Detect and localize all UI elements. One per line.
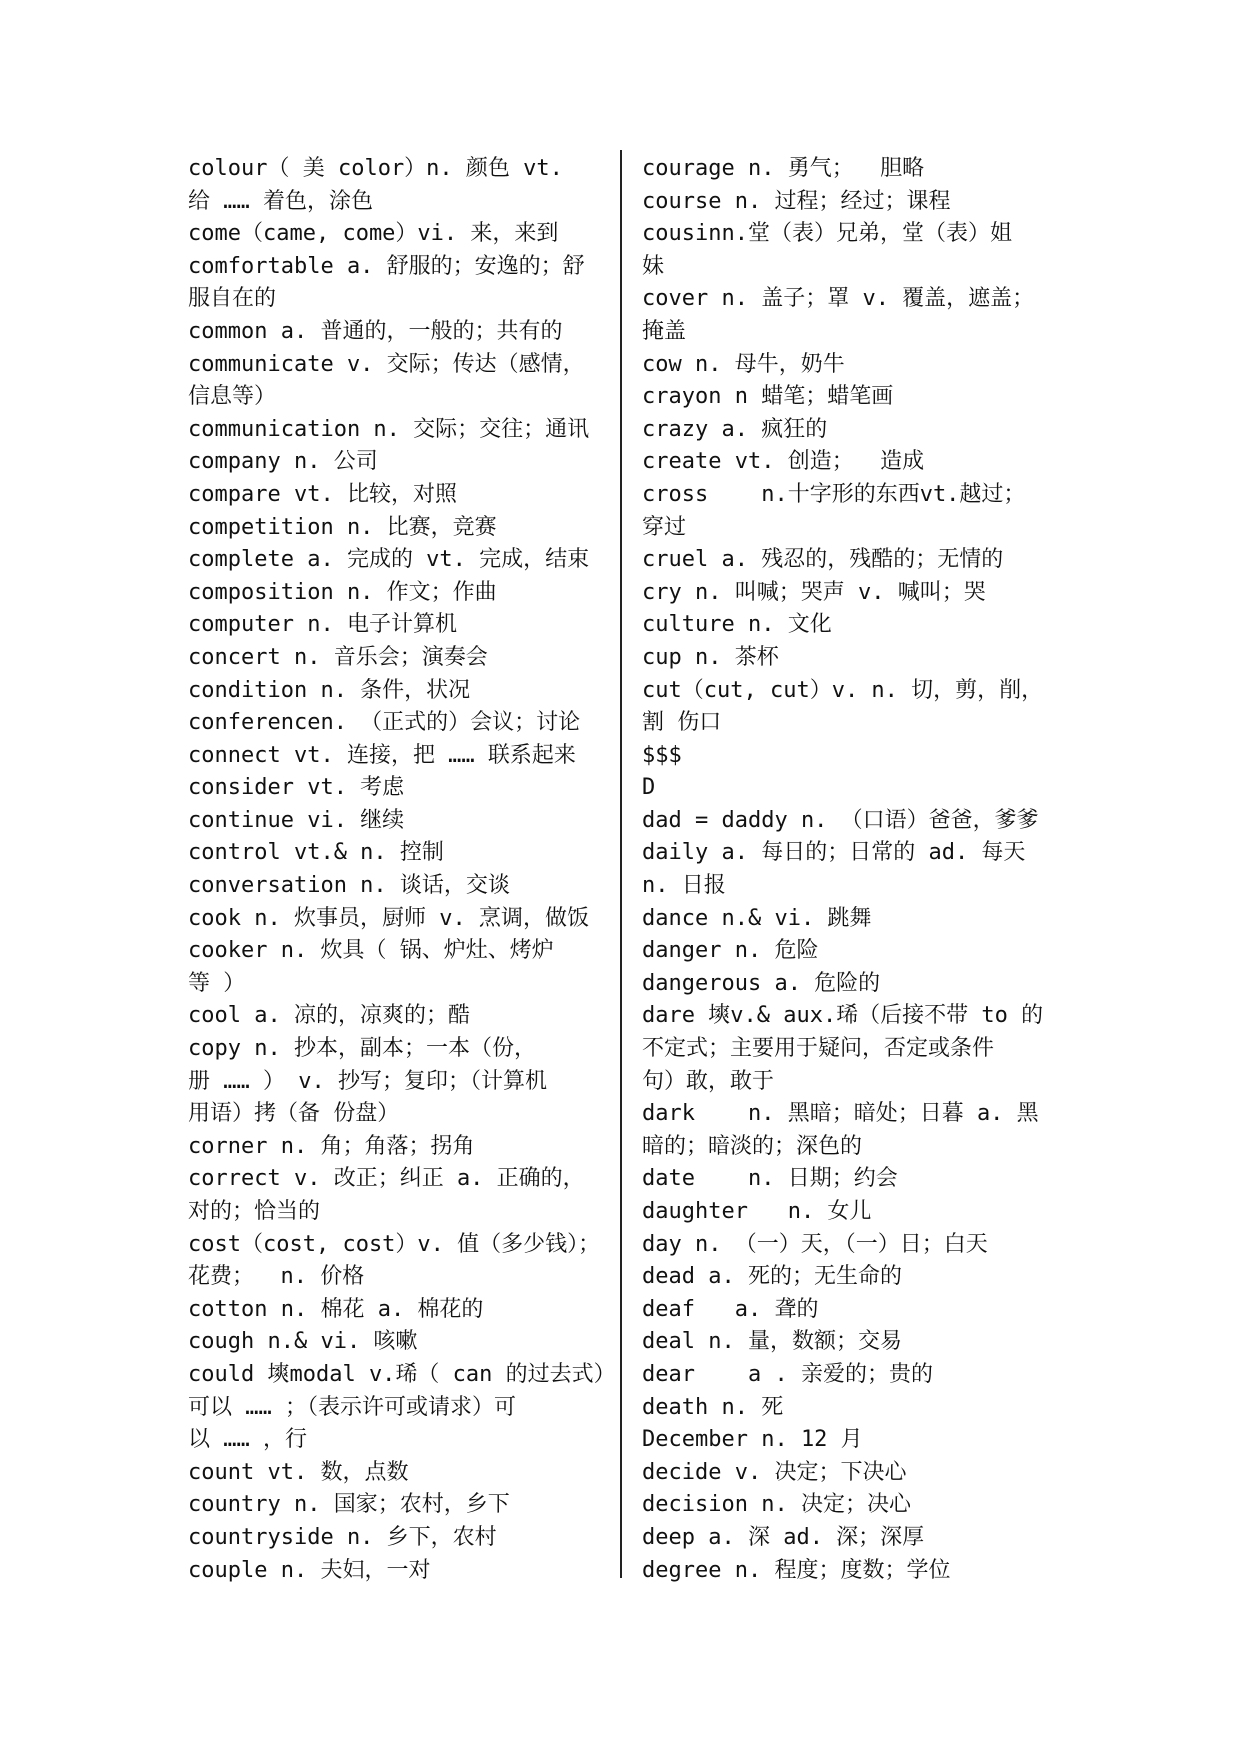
vocab-entry-line: composition n. 作文；作曲 [188, 579, 497, 605]
vocab-entry [642, 218, 1062, 283]
vocab-entry-line: crazy a. 疯狂的 [642, 416, 828, 442]
vocab-entry-line: cover n. 盖子；罩 v. 覆盖，遮盖； [642, 286, 1035, 312]
vocab-entry-line: cup n. 茶杯 [642, 644, 779, 670]
vocab-entry-line: decide v. 决定；下决心 [642, 1459, 907, 1485]
vocab-entry [642, 1392, 1062, 1425]
vocab-entry-line: 以 …… ，行 [188, 1427, 307, 1453]
vocab-entry-line: cut（cut, cut）v. n. 切，剪，削， [642, 677, 1044, 703]
vocab-entry [642, 479, 1062, 544]
vocab-entry-line: create vt. 创造； 造成 [642, 449, 925, 475]
vocab-entry-line: dance n.& vi. 跳舞 [642, 905, 872, 931]
vocab-entry-line: 花费； n. 价格 [188, 1264, 365, 1290]
vocab-entry [642, 544, 1062, 577]
left-column [188, 153, 616, 1587]
vocab-entry [188, 675, 608, 708]
vocab-entry [642, 1261, 1062, 1294]
vocab-entry [642, 186, 1062, 219]
vocab-entry [188, 251, 608, 316]
vocab-entry-line: 暗的；暗淡的；深色的 [642, 1133, 863, 1159]
vocab-entry-line: 割 伤口 [642, 710, 722, 736]
vocab-entry-line: cook n. 炊事员，厨师 v. 烹调，做饭 [188, 905, 589, 931]
vocab-entry-line: culture n. 文化 [642, 612, 832, 638]
vocab-entry-line: course n. 过程；经过；课程 [642, 188, 951, 214]
vocab-entry-line: comfortable a. 舒服的；安逸的；舒 [188, 253, 585, 279]
vocab-entry-line: date n. 日期；约会 [642, 1166, 898, 1192]
vocab-entry [642, 1457, 1062, 1490]
vocab-entry-line: country n. 国家；农村，乡下 [188, 1492, 510, 1518]
vocab-entry-line: day n. （一）天，（一）日；白天 [642, 1231, 988, 1257]
vocab-entry [642, 414, 1062, 447]
vocab-entry-line: cooker n. 炊具（ 锅、炉灶、烤炉 [188, 938, 554, 964]
vocab-entry [642, 1522, 1062, 1555]
vocab-entry-line: 掩盖 [642, 318, 687, 344]
vocab-entry-line: couple n. 夫妇，一对 [188, 1557, 431, 1583]
column-divider [620, 150, 622, 1578]
vocab-entry [642, 903, 1062, 936]
vocab-entry-line: 不定式；主要用于疑问，否定或条件 [642, 1036, 995, 1062]
vocab-entry-line: 服自在的 [188, 286, 277, 312]
vocab-entry-line: cousinn.堂（表）兄弟，堂（表）姐 [642, 221, 1012, 247]
vocab-entry [642, 1424, 1062, 1457]
vocab-entry-line: 穿过 [642, 514, 687, 540]
vocab-entry [642, 381, 1062, 414]
vocab-entry [642, 446, 1062, 479]
vocab-entry [188, 1000, 608, 1033]
vocab-entry-line: cool a. 凉的，凉爽的；酷 [188, 1003, 470, 1029]
vocab-entry [188, 1489, 608, 1522]
vocab-entry-line: cost（cost, cost）v. 值（多少钱）； [188, 1231, 601, 1257]
vocab-entry-line: December n. 12 月 [642, 1427, 863, 1453]
vocab-entry [188, 1359, 616, 1457]
vocab-entry [642, 968, 1062, 1001]
vocab-entry-line: 信息等） [188, 384, 277, 410]
vocab-entry [188, 1555, 608, 1588]
vocab-entry-line: courage n. 勇气； 胆略 [642, 156, 925, 181]
vocab-entry-line: 对的；恰当的 [188, 1199, 321, 1224]
vocab-entry [642, 805, 1062, 838]
vocab-entry [188, 1294, 608, 1327]
vocab-entry-line: company n. 公司 [188, 449, 378, 475]
vocab-entry-line: degree n. 程度；度数；学位 [642, 1557, 951, 1583]
vocab-entry-line: compare vt. 比较，对照 [188, 481, 457, 507]
vocab-entry-line: complete a. 完成的 vt. 完成，结束 [188, 547, 590, 573]
vocab-entry-line: 册 …… ） v. 抄写；复印；（计算机 [188, 1068, 547, 1094]
vocab-entry-line: connect vt. 连接，把 …… 联系起来 [188, 742, 576, 768]
vocab-entry [642, 1359, 1062, 1392]
vocab-entry-line: could 塽modal v.琋（ can 的过去式） [188, 1361, 616, 1387]
vocab-entry [642, 1489, 1062, 1522]
vocab-entry [188, 153, 608, 218]
vocab-entry-line: danger n. 危险 [642, 938, 819, 964]
vocab-entry [188, 740, 608, 773]
vocab-entry [188, 1163, 608, 1228]
vocab-entry [188, 903, 608, 936]
vocab-entry-line: copy n. 抄本，副本；一本（份， [188, 1036, 536, 1062]
vocab-entry-line: cry n. 叫喊；哭声 v. 喊叫；哭 [642, 579, 986, 605]
vocab-entry [642, 1000, 1062, 1098]
vocab-entry [642, 772, 1062, 805]
right-column [642, 153, 1062, 1587]
vocab-entry-line: 用语）拷（备 份盘） [188, 1101, 400, 1127]
vocab-entry [188, 577, 608, 610]
vocab-entry [188, 609, 608, 642]
vocab-entry [188, 870, 608, 903]
vocab-entry [188, 544, 608, 577]
vocab-entry-line: countryside n. 乡下，农村 [188, 1524, 497, 1550]
vocab-entry [188, 512, 608, 545]
vocab-entry [642, 740, 1062, 773]
vocab-entry [188, 446, 608, 479]
vocab-entry [188, 707, 608, 740]
vocab-entry [642, 609, 1062, 642]
vocab-entry [642, 283, 1062, 348]
vocab-entry [642, 577, 1062, 610]
vocab-entry [188, 1131, 608, 1164]
vocab-entry [188, 935, 608, 1000]
vocab-entry [642, 1098, 1062, 1163]
vocab-entry [642, 349, 1062, 382]
vocab-entry-line: continue vi. 继续 [188, 807, 405, 833]
vocab-entry-line: concert n. 音乐会；演奏会 [188, 644, 488, 670]
vocab-entry-line: 给 …… 着色，涂色 [188, 188, 373, 214]
vocab-entry-line: condition n. 条件，状况 [188, 677, 471, 703]
vocab-entry-line: deep a. 深 ad. 深；深厚 [642, 1524, 925, 1550]
vocab-entry-line: decision n. 决定；决心 [642, 1492, 911, 1518]
vocab-entry-line: cough n.& vi. 咳嗽 [188, 1329, 418, 1355]
vocab-entry [642, 935, 1062, 968]
vocab-entry-line: dark n. 黑暗；暗处；日暮 a. 黑 [642, 1101, 1039, 1127]
vocab-entry-line: 等 ） [188, 970, 246, 996]
vocab-entry [188, 805, 608, 838]
vocab-entry [642, 1229, 1062, 1262]
vocab-entry [642, 1555, 1062, 1588]
vocab-entry-line: dead a. 死的；无生命的 [642, 1264, 902, 1290]
vocab-entry-line: control vt.& n. 控制 [188, 840, 444, 866]
vocab-entry-line: corner n. 角；角落；拐角 [188, 1133, 475, 1159]
vocab-entry-line: colour（ 美 color）n. 颜色 vt. [188, 156, 563, 181]
vocab-entry-line: crayon n 蜡笔；蜡笔画 [642, 384, 894, 410]
vocab-entry-line: cotton n. 棉花 a. 棉花的 [188, 1296, 484, 1322]
vocab-entry-line: $$$ [642, 742, 682, 768]
vocab-entry-line: daughter n. 女儿 [642, 1199, 872, 1224]
vocab-entry-line: 句）敢，敢于 [642, 1068, 775, 1094]
vocab-entry-line: D [642, 775, 656, 801]
vocab-entry [188, 1457, 608, 1490]
vocab-entry-line: dad = daddy n. （口语）爸爸，爹爹 [642, 807, 1039, 833]
vocab-entry-line: competition n. 比赛，竞赛 [188, 514, 497, 540]
vocab-entry-line: communication n. 交际；交往；通讯 [188, 416, 590, 442]
vocab-entry-line: deaf a. 聋的 [642, 1296, 819, 1322]
vocab-entry [642, 1196, 1062, 1229]
vocab-entry [188, 479, 608, 512]
vocab-entry [642, 1326, 1062, 1359]
vocab-entry-line: cross n.十字形的东西vt.越过； [642, 481, 1026, 507]
vocab-entry [642, 642, 1062, 675]
vocab-entry-line: dare 塽v.& aux.琋（后接不带 to 的 [642, 1003, 1044, 1029]
vocab-entry-line: cruel a. 残忍的，残酷的；无情的 [642, 547, 1004, 573]
vocab-entry [188, 218, 608, 251]
vocab-entry [642, 1294, 1062, 1327]
vocab-entry-line: computer n. 电子计算机 [188, 612, 457, 638]
vocab-entry-line: conversation n. 谈话，交谈 [188, 873, 510, 899]
vocab-entry [188, 642, 608, 675]
vocab-entry-line: count vt. 数，点数 [188, 1459, 409, 1485]
vocab-entry [188, 1229, 608, 1294]
vocab-entry-line: deal n. 量，数额；交易 [642, 1329, 902, 1355]
vocab-entry [642, 1163, 1062, 1196]
vocab-entry [188, 1522, 608, 1555]
vocab-entry [642, 675, 1062, 740]
vocab-entry [188, 414, 608, 447]
vocab-entry-line: dangerous a. 危险的 [642, 970, 881, 996]
vocab-entry [642, 153, 1062, 186]
vocab-entry-line: 可以 …… ；（表示许可或请求）可 [188, 1394, 516, 1420]
vocab-entry [188, 1033, 608, 1131]
vocab-entry-line: death n. 死 [642, 1394, 784, 1420]
vocab-entry-line: conferencen. （正式的）会议；讨论 [188, 710, 581, 736]
vocab-entry [642, 837, 1062, 902]
vocab-entry-line: cow n. 母牛，奶牛 [642, 351, 845, 377]
vocab-entry [188, 316, 608, 349]
vocab-entry [188, 349, 608, 414]
vocab-entry-line: daily a. 每日的；日常的 ad. 每天 [642, 840, 1026, 866]
vocab-entry-line: come（came, come）vi. 来，来到 [188, 221, 559, 247]
vocab-entry [188, 1326, 608, 1359]
vocab-entry-line: common a. 普通的，一般的；共有的 [188, 318, 563, 344]
vocab-entry-line: consider vt. 考虑 [188, 775, 405, 801]
vocab-entry-line: 妹 [642, 253, 665, 279]
vocab-entry [188, 837, 608, 870]
vocab-entry-line: n. 日报 [642, 873, 726, 899]
vocab-entry [188, 772, 608, 805]
vocab-entry-line: dear a . 亲爱的；贵的 [642, 1361, 933, 1387]
vocab-entry-line: communicate v. 交际；传达（感情， [188, 351, 585, 377]
vocab-entry-line: correct v. 改正；纠正 a. 正确的， [188, 1166, 585, 1192]
